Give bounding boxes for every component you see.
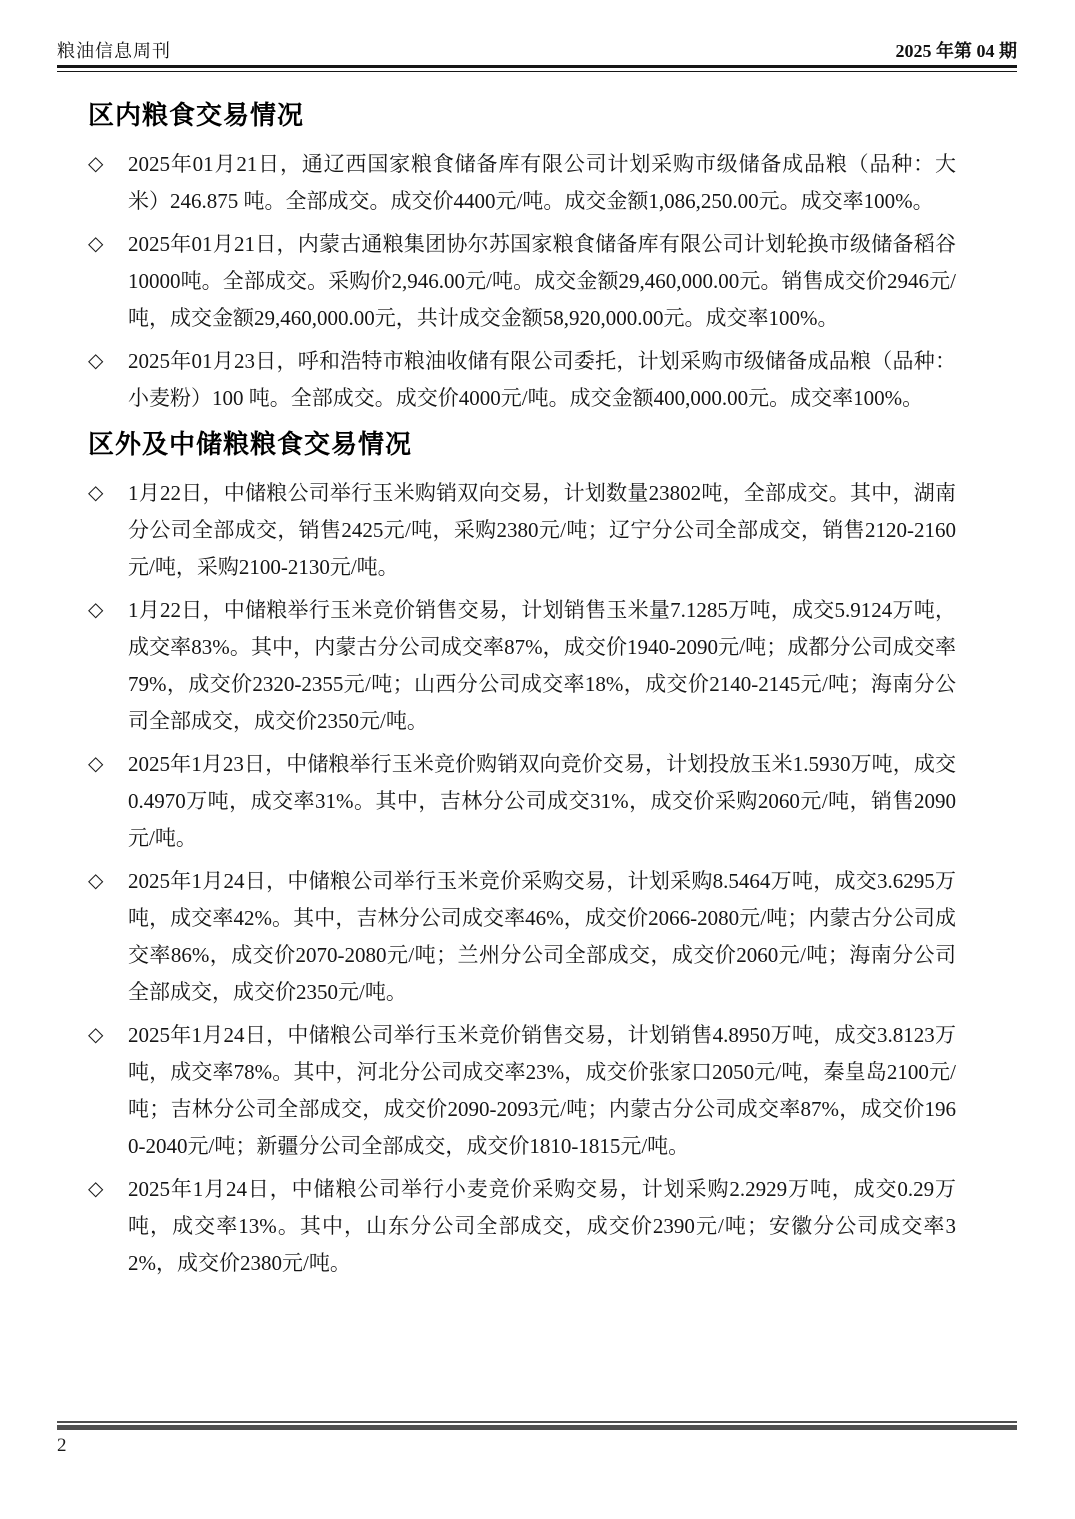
page-content: [88, 98, 956, 1288]
list-item: [88, 146, 956, 220]
journal-title: 粮油信息周刊: [57, 41, 171, 61]
item-text: 2025年1月24日，中储粮公司举行玉米竞价采购交易，计划采购8.5464万吨，成交3.6295万吨，成交率42%。其中，吉林分公司成交率46%，成交价2066-2080元/吨；内蒙古分公司成交率86%，成交价2070-2080元/吨；兰州分公司全部成交，成交价2060元/吨；海南分公司全部成交，成交价2350元/吨。: [128, 869, 956, 1004]
diamond-bullet-icon: ◇: [88, 599, 104, 621]
item-text: 1月22日，中储粮公司举行玉米购销双向交易，计划数量23802吨，全部成交。其中，湖南分公司全部成交，销售2425元/吨，采购2380元/吨；辽宁分公司全部成交，销售2120-2160元/吨，采购2100-2130元/吨。: [128, 481, 956, 579]
item-text: 2025年01月21日，通辽西国家粮食储备库有限公司计划采购市级储备成品粮（品种：大米）246.875 吨。全部成交。成交价4400元/吨。成交金额1,086,250.00元。成交率100%。: [128, 152, 956, 213]
diamond-bullet-icon: ◇: [88, 1024, 104, 1046]
diamond-bullet-icon: ◇: [88, 233, 104, 255]
page-footer: [57, 1421, 1017, 1458]
issue-label: 2025 年第 04 期: [895, 41, 1017, 61]
diamond-bullet-icon: ◇: [88, 153, 104, 175]
item-list: [88, 146, 956, 417]
section-title: 区外及中储粮粮食交易情况: [88, 429, 413, 459]
list-item: [88, 475, 956, 586]
list-item: [88, 863, 956, 1011]
list-item: [88, 1171, 956, 1282]
header-row: [57, 40, 1017, 65]
diamond-bullet-icon: ◇: [88, 870, 104, 892]
list-item: [88, 1017, 956, 1165]
item-list: [88, 475, 956, 1282]
diamond-bullet-icon: ◇: [88, 753, 104, 775]
list-item: [88, 226, 956, 337]
list-item: [88, 592, 956, 740]
footer-rule-thin: [57, 1421, 1017, 1423]
item-text: 2025年01月21日，内蒙古通粮集团协尔苏国家粮食储备库有限公司计划轮换市级储备稻谷10000吨。全部成交。采购价2,946.00元/吨。成交金额29,460,000.00元。销售成交价2946元/吨，成交金额29,460,000.00元，共计成交金额58,920,000.00元。成交率100%。: [128, 232, 956, 330]
diamond-bullet-icon: ◇: [88, 482, 104, 504]
section-title: 区内粮食交易情况: [88, 100, 305, 130]
section-extra-region-trading: [88, 427, 956, 1282]
list-item: [88, 343, 956, 417]
header-rule-thin: [57, 71, 1017, 72]
item-text: 1月22日，中储粮举行玉米竞价销售交易，计划销售玉米量7.1285万吨，成交5.9124万吨，成交率83%。其中，内蒙古分公司成交率87%，成交价1940-2090元/吨；成都分公司成交率79%，成交价2320-2355元/吨；山西分公司成交率18%，成交价2140-2145元/吨；海南分公司全部成交，成交价2350元/吨。: [128, 598, 956, 733]
header-rule-thick: [57, 65, 1017, 68]
page-header: [57, 40, 1017, 72]
footer-rule-thick: [57, 1425, 1017, 1430]
item-text: 2025年1月24日，中储粮公司举行玉米竞价销售交易，计划销售4.8950万吨，成交3.8123万吨，成交率78%。其中，河北分公司成交率23%，成交价张家口2050元/吨，秦皇岛2100元/吨；吉林分公司全部成交，成交价2090-2093元/吨；内蒙古分公司成交率87%，成交价1960-2040元/吨；新疆分公司全部成交，成交价1810-1815元/吨。: [128, 1023, 956, 1158]
item-text: 2025年1月24日，中储粮公司举行小麦竞价采购交易，计划采购2.2929万吨，成交0.29万吨，成交率13%。其中，山东分公司全部成交，成交价2390元/吨；安徽分公司成交率32%，成交价2380元/吨。: [128, 1177, 956, 1275]
page-number: 2: [57, 1435, 67, 1456]
section-intra-region-trading: [88, 98, 956, 417]
diamond-bullet-icon: ◇: [88, 350, 104, 372]
item-text: 2025年1月23日，中储粮举行玉米竞价购销双向竞价交易，计划投放玉米1.5930万吨，成交0.4970万吨，成交率31%。其中，吉林分公司成交31%，成交价采购2060元/吨，销售2090元/吨。: [128, 752, 956, 850]
list-item: [88, 746, 956, 857]
item-text: 2025年01月23日，呼和浩特市粮油收储有限公司委托，计划采购市级储备成品粮（品种：小麦粉）100 吨。全部成交。成交价4000元/吨。成交金额400,000.00元。成交率100%。: [128, 349, 956, 410]
diamond-bullet-icon: ◇: [88, 1178, 104, 1200]
